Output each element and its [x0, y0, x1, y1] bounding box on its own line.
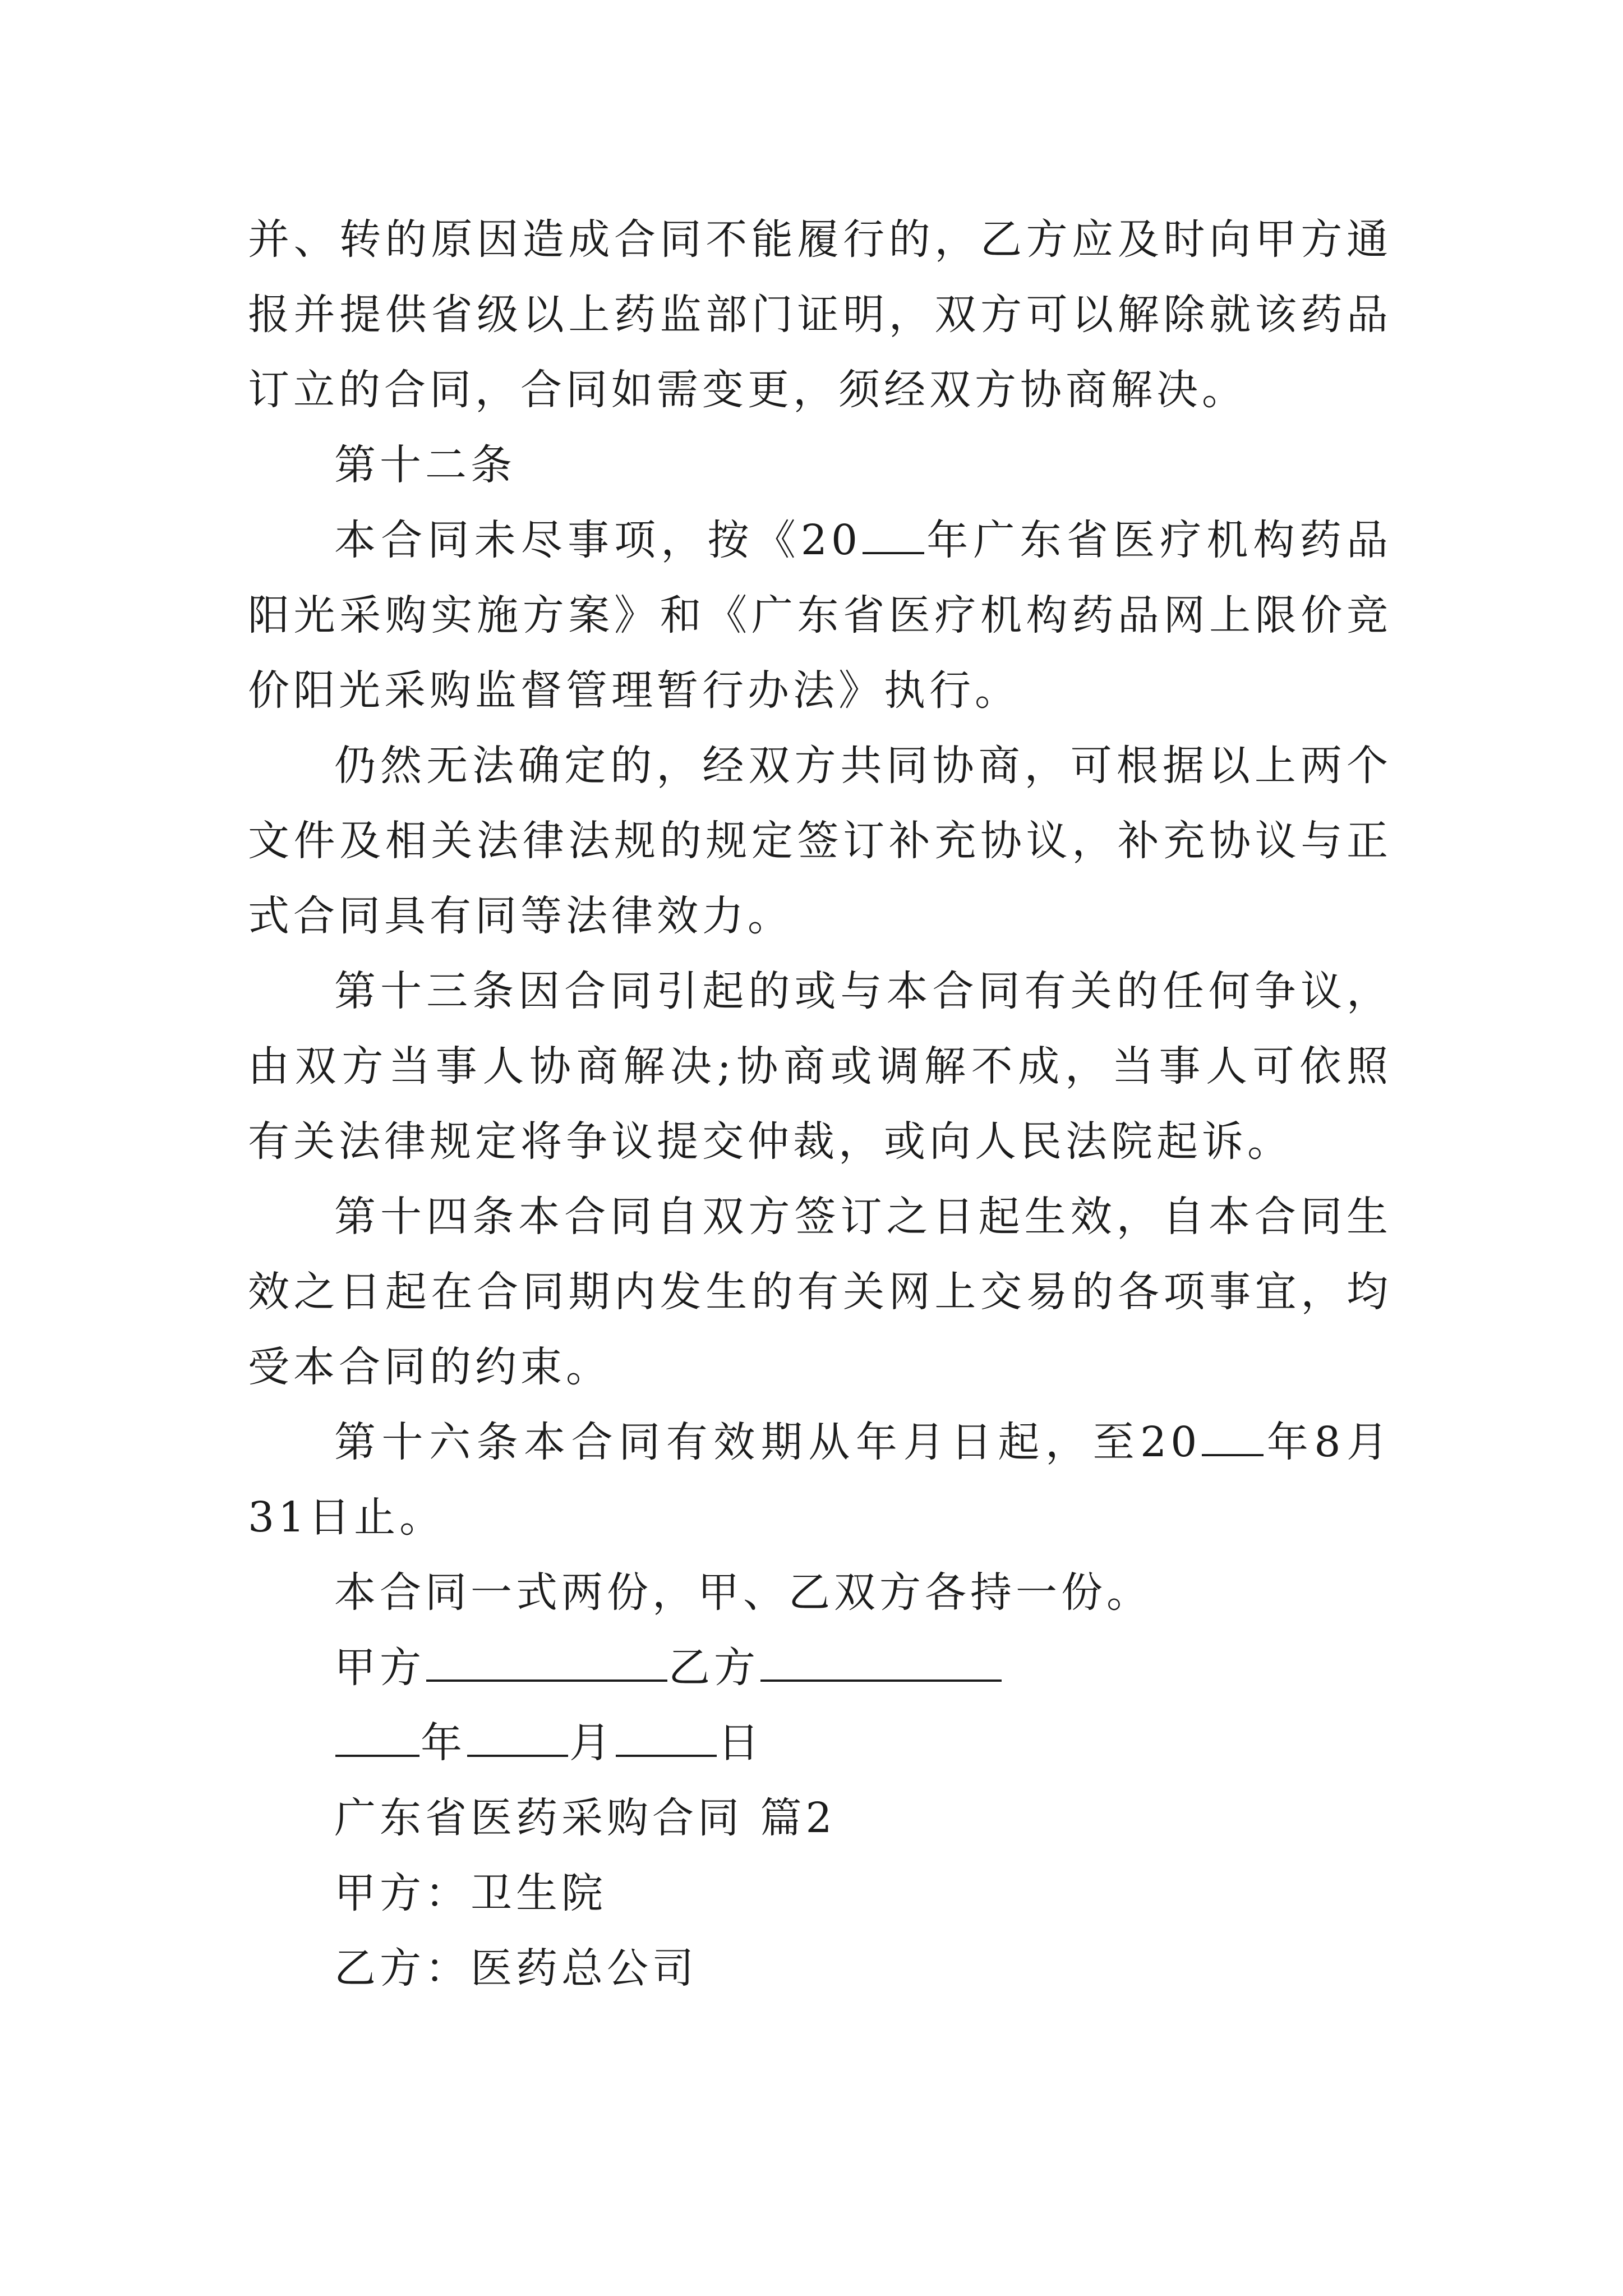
document-body [248, 202, 1392, 2006]
article-12-paragraph-1 [248, 503, 1392, 728]
paragraph-contract-termination: 并、转的原因造成合同不能履行的，乙方应及时向甲方通报并提供省级以上药监部门证明，双方可以解除就该药品订立的合同，合同如需变更，须经双方协商解决。 [248, 215, 1392, 414]
article-14-paragraph: 第十四条本合同自双方签订之日起生效，自本合同生效之日起在合同期内发生的有关网上交易的各项事宜，均受本合同的约束。 [248, 1193, 1392, 1391]
article-12-paragraph-2: 仍然无法确定的，经双方共同协商，可根据以上两个文件及相关法律法规的规定签订补充协议，补充协议与正式合同具有同等法律效力。 [248, 742, 1392, 940]
article-12-heading: 第十二条 [334, 441, 516, 489]
article-12-text-before-blank: 本合同未尽事项，按《20 [334, 516, 862, 564]
date-day-blank [616, 1715, 717, 1757]
date-month-label: 月 [569, 1719, 615, 1767]
party-b-signature-label: 乙方 [668, 1644, 759, 1692]
date-year-label: 年 [421, 1719, 466, 1767]
section-title: 广东省医药采购合同 篇2 [334, 1794, 836, 1842]
party-b-signature-blank [760, 1640, 1002, 1682]
article-13-paragraph: 第十三条因合同引起的或与本合同有关的任何争议，由双方当事人协商解决;协商或调解不成，当事人可依照有关法律规定将争议提交仲裁，或向人民法院起诉。 [248, 967, 1392, 1166]
party-a-signature-blank [426, 1640, 667, 1682]
article-16-text-after-blank: 年8月31日止。 [248, 1418, 1392, 1542]
year-blank [1202, 1415, 1264, 1456]
date-year-blank [335, 1715, 419, 1757]
date-month-blank [467, 1715, 568, 1757]
signature-line [248, 1630, 1392, 1705]
party-b-line: 乙方：医药总公司 [334, 1944, 698, 1993]
copies-note: 本合同一式两份，甲、乙双方各持一份。 [334, 1568, 1152, 1617]
date-day-label: 日 [718, 1719, 763, 1767]
article-16-text-before-blank: 第十六条本合同有效期从年月日起，至20 [334, 1418, 1201, 1466]
article-12-text-after-blank: 年广东省医疗机构药品阳光采购实施方案》和《广东省医疗机构药品网上限价竞价阳光采购监督管理暂行办法》执行。 [248, 516, 1392, 715]
party-a-signature-label: 甲方 [334, 1644, 425, 1692]
party-a-line: 甲方：卫生院 [334, 1869, 607, 1917]
article-16-paragraph [248, 1405, 1392, 1555]
date-line [248, 1705, 1392, 1780]
year-blank [863, 513, 924, 554]
